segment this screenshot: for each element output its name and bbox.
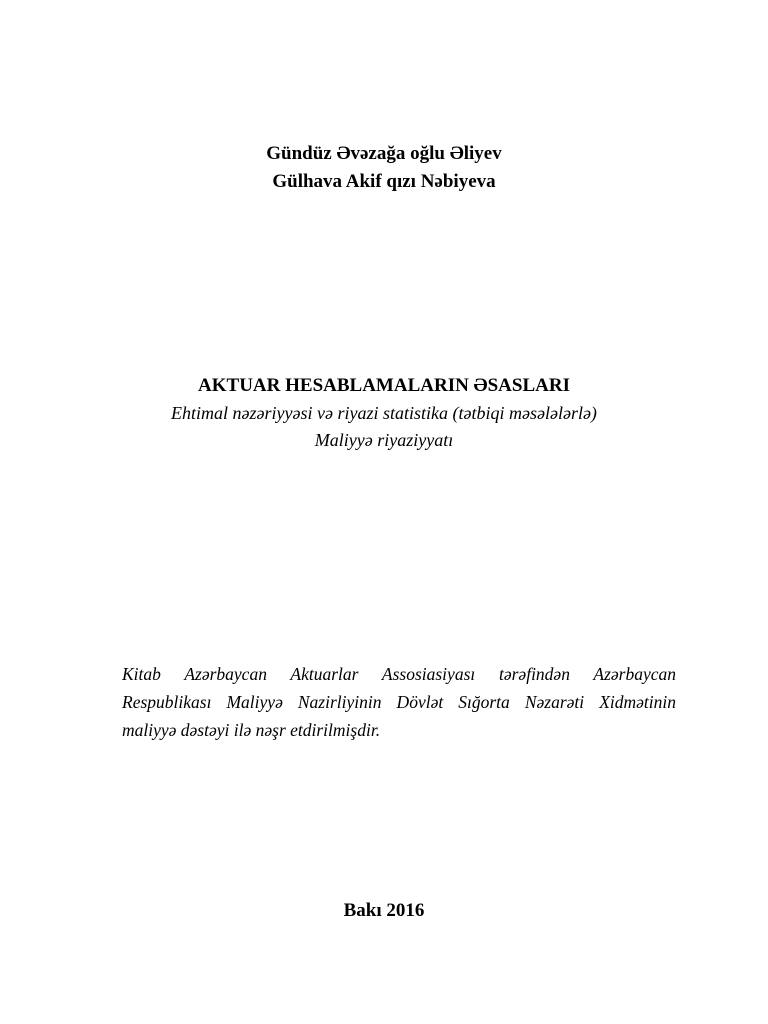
- author-name-1: Gündüz Əvəzağa oğlu Əliyev: [266, 143, 502, 164]
- publication-note-line-3: maliyyə dəstəyi ilə nəşr etdirilmişdir.: [122, 720, 381, 740]
- publication-note-line-1: Kitab Azərbaycan Aktuarlar Assosiasiyası tərəfindən Azərbaycan: [122, 664, 676, 684]
- publication-note: [122, 660, 676, 744]
- book-subtitle-1: Ehtimal nəzəriyyəsi və riyazi statistika (tətbiqi məsələlərlə): [171, 403, 597, 423]
- book-subtitle-2: Maliyyə riyaziyyatı: [314, 430, 454, 450]
- title-block: [0, 372, 768, 454]
- author-name-2: Gülhava Akif qızı Nəbiyeva: [272, 171, 496, 192]
- publication-note-line-2: Respublikası Maliyyə Nazirliyinin Dövlət Sığorta Nəzarəti Xidmətinin: [122, 692, 676, 712]
- place-year: Bakı 2016: [343, 900, 425, 921]
- authors-block: [0, 140, 768, 196]
- book-title: AKTUAR HESABLAMALARIN ƏSASLARI: [198, 375, 570, 396]
